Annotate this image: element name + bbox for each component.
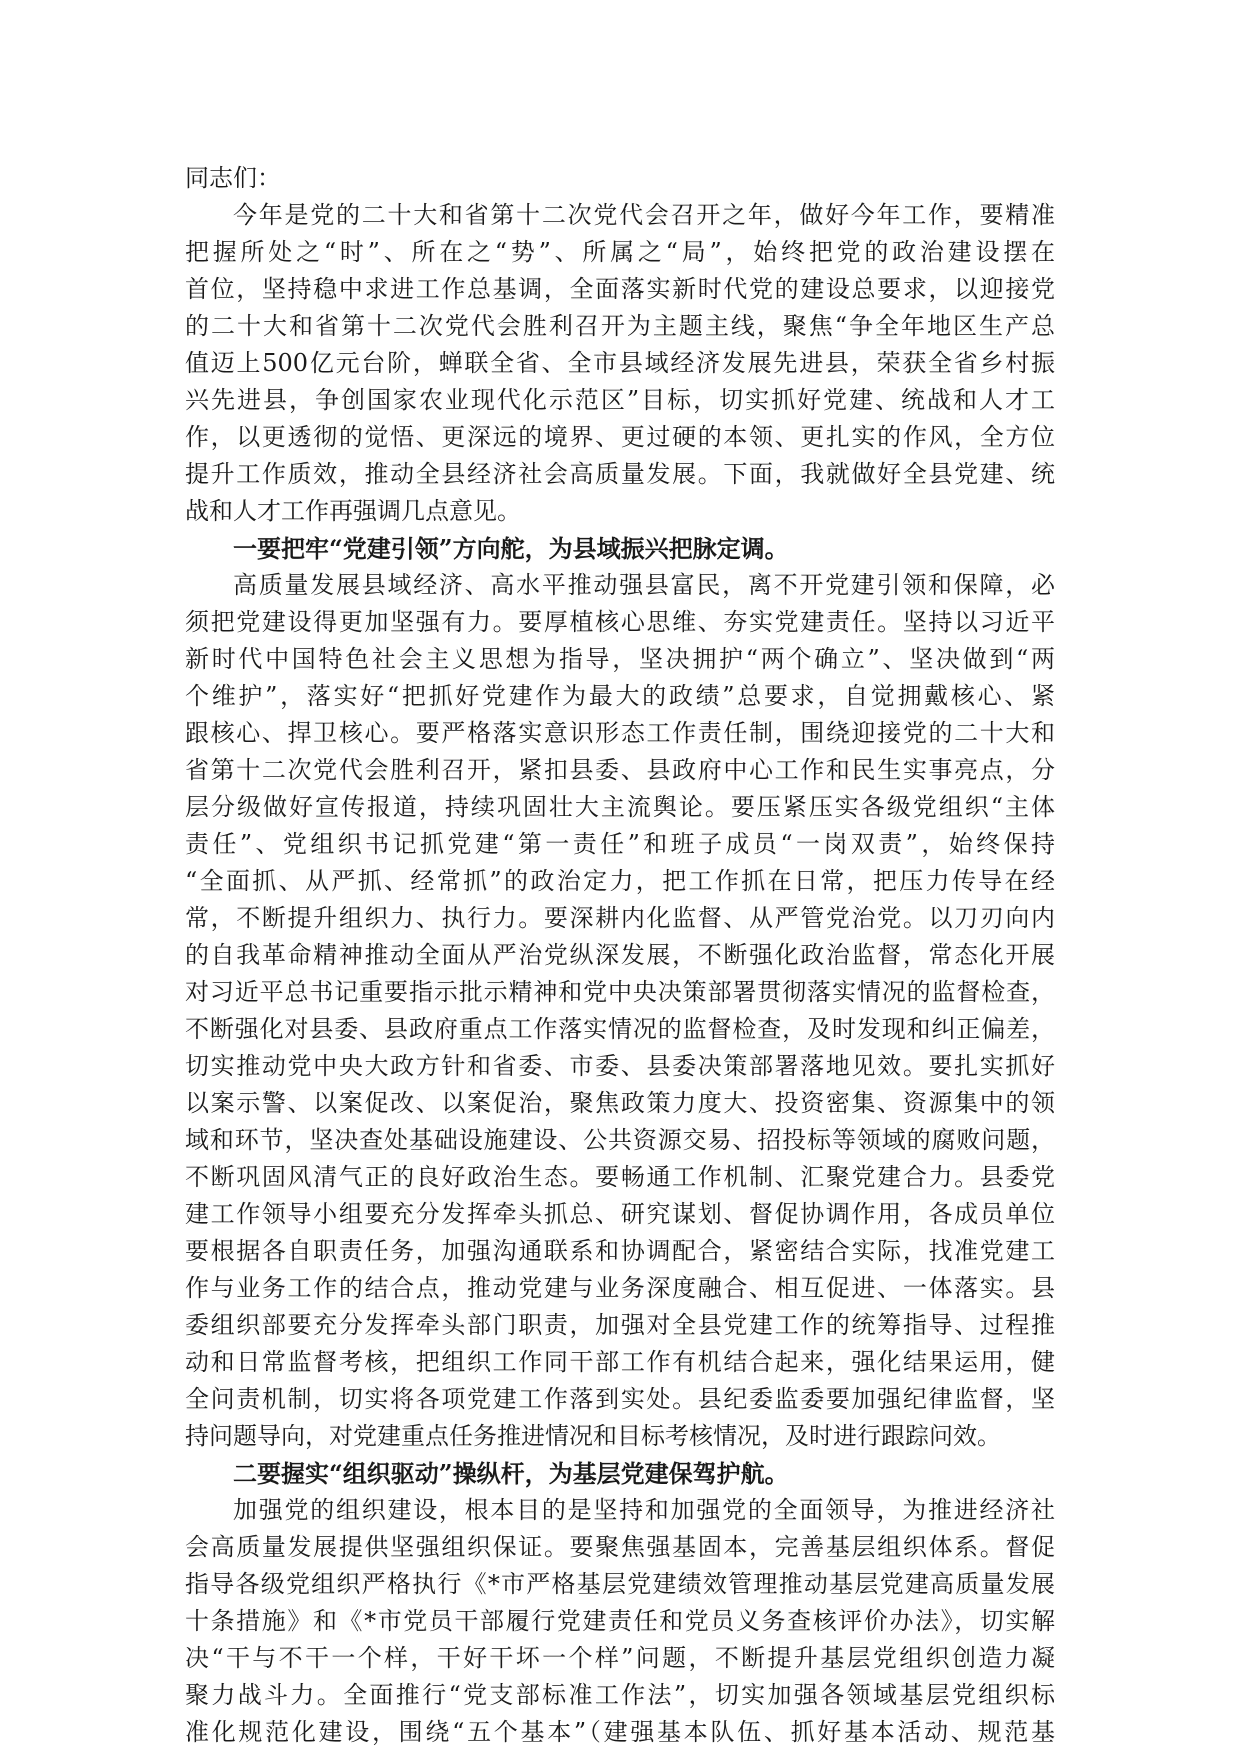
paragraph-line: 十条措施》和《*市党员干部履行党建责任和党员义务查核评价办法》，切实解 bbox=[185, 1607, 1055, 1635]
paragraph-line: 的二十大和省第十二次党代会胜利召开为主题主线，聚焦“争全年地区生产总 bbox=[185, 312, 1055, 340]
paragraph-line: 持问题导向，对党建重点任务推进情况和目标考核情况，及时进行跟踪问效。 bbox=[185, 1422, 1001, 1450]
paragraph-line: 个维护”，落实好“把抓好党建作为最大的政绩”总要求，自觉拥戴核心、紧 bbox=[185, 682, 1055, 710]
paragraph-line: 作与业务工作的结合点，推动党建与业务深度融合、相互促进、一体落实。县 bbox=[185, 1274, 1055, 1302]
paragraph-line: 跟核心、捍卫核心。要严格落实意识形态工作责任制，围绕迎接党的二十大和 bbox=[185, 719, 1055, 747]
paragraph-line: 以案示警、以案促改、以案促治，聚焦政策力度大、投资密集、资源集中的领 bbox=[185, 1089, 1055, 1117]
paragraph-line: 作，以更透彻的觉悟、更深远的境界、更过硬的本领、更扎实的作风，全方位 bbox=[185, 423, 1055, 451]
paragraph-line: 责任”、党组织书记抓党建“第一责任”和班子成员“一岗双责”，始终保持 bbox=[185, 830, 1055, 858]
paragraph-line: 建工作领导小组要充分发挥牵头抓总、研究谋划、督促协调作用，各成员单位 bbox=[185, 1200, 1055, 1228]
paragraph-line: 须把党建设得更加坚强有力。要厚植核心思维、夯实党建责任。坚持以习近平 bbox=[185, 608, 1055, 636]
paragraph-line: 不断巩固风清气正的良好政治生态。要畅通工作机制、汇聚党建合力。县委党 bbox=[185, 1163, 1055, 1191]
paragraph-line: 聚力战斗力。全面推行“党支部标准工作法”，切实加强各领域基层党组织标 bbox=[185, 1681, 1055, 1709]
document-body bbox=[185, 197, 1055, 1751]
paragraph-line: 省第十二次党代会胜利召开，紧扣县委、县政府中心工作和民生实事亮点，分 bbox=[185, 756, 1055, 784]
paragraph-line: 会高质量发展提供坚强组织保证。要聚焦强基固本，完善基层组织体系。督促 bbox=[185, 1533, 1055, 1561]
paragraph bbox=[185, 197, 1055, 530]
paragraph-line: 高质量发展县域经济、高水平推动强县富民，离不开党建引领和保障，必 bbox=[233, 571, 1055, 599]
salutation: 同志们： bbox=[185, 164, 281, 192]
paragraph-line: 对习近平总书记重要指示批示精神和党中央决策部署贯彻落实情况的监督检查， bbox=[185, 978, 1055, 1006]
paragraph-line: 域和环节，坚决查处基础设施建设、公共资源交易、招投标等领域的腐败问题， bbox=[185, 1126, 1055, 1154]
paragraph-line: 常，不断提升组织力、执行力。要深耕内化监督、从严管党治党。以刀刃向内 bbox=[185, 904, 1055, 932]
paragraph bbox=[185, 1492, 1055, 1751]
section-heading: 一要把牢“党建引领”方向舵，为县域振兴把脉定调。 bbox=[233, 534, 789, 563]
paragraph-line: 委组织部要充分发挥牵头部门职责，加强对全县党建工作的统筹指导、过程推 bbox=[185, 1311, 1055, 1339]
document-page bbox=[185, 160, 1055, 1751]
paragraph-line: 决“干与不干一个样，干好干坏一个样”问题，不断提升基层党组织创造力凝 bbox=[185, 1644, 1055, 1672]
paragraph-line: 加强党的组织建设，根本目的是坚持和加强党的全面领导，为推进经济社 bbox=[233, 1496, 1055, 1524]
paragraph-line: 准化规范化建设，围绕“五个基本”（建强基本队伍、抓好基本活动、规范基 bbox=[185, 1718, 1055, 1746]
paragraph-line: 要根据各自职责任务，加强沟通联系和协调配合，紧密结合实际，找准党建工 bbox=[185, 1237, 1055, 1265]
paragraph-line: 提升工作质效，推动全县经济社会高质量发展。下面，我就做好全县党建、统 bbox=[185, 460, 1055, 488]
paragraph-line: 今年是党的二十大和省第十二次党代会召开之年，做好今年工作，要精准 bbox=[233, 201, 1055, 229]
paragraph-line: 指导各级党组织严格执行《*市严格基层党建绩效管理推动基层党建高质量发展 bbox=[185, 1570, 1055, 1598]
paragraph-line: 全问责机制，切实将各项党建工作落到实处。县纪委监委要加强纪律监督，坚 bbox=[185, 1385, 1055, 1413]
paragraph-line: 动和日常监督考核，把组织工作同干部工作有机结合起来，强化结果运用，健 bbox=[185, 1348, 1055, 1376]
paragraph-line: 层分级做好宣传报道，持续巩固壮大主流舆论。要压紧压实各级党组织“主体 bbox=[185, 793, 1055, 821]
paragraph-line: 切实推动党中央大政方针和省委、市委、县委决策部署落地见效。要扎实抓好 bbox=[185, 1052, 1055, 1080]
paragraph-line: 把握所处之“时”、所在之“势”、所属之“局”，始终把党的政治建设摆在 bbox=[185, 238, 1055, 266]
paragraph-line: 新时代中国特色社会主义思想为指导，坚决拥护“两个确立”、坚决做到“两 bbox=[185, 645, 1055, 673]
section-heading: 二要握实“组织驱动”操纵杆，为基层党建保驾护航。 bbox=[233, 1459, 789, 1488]
paragraph bbox=[185, 567, 1055, 1455]
paragraph-line: 的自我革命精神推动全面从严治党纵深发展，不断强化政治监督，常态化开展 bbox=[185, 941, 1055, 969]
paragraph-line: 首位，坚持稳中求进工作总基调，全面落实新时代党的建设总要求，以迎接党 bbox=[185, 275, 1055, 303]
paragraph-line: “全面抓、从严抓、经常抓”的政治定力，把工作抓在日常，把压力传导在经 bbox=[185, 867, 1055, 895]
paragraph-line: 战和人才工作再强调几点意见。 bbox=[185, 497, 521, 525]
paragraph-line: 值迈上500亿元台阶，蝉联全省、全市县域经济发展先进县，荣获全省乡村振 bbox=[185, 349, 1055, 377]
paragraph-line: 兴先进县，争创国家农业现代化示范区”目标，切实抓好党建、统战和人才工 bbox=[185, 386, 1055, 414]
paragraph-line: 不断强化对县委、县政府重点工作落实情况的监督检查，及时发现和纠正偏差， bbox=[185, 1015, 1055, 1043]
